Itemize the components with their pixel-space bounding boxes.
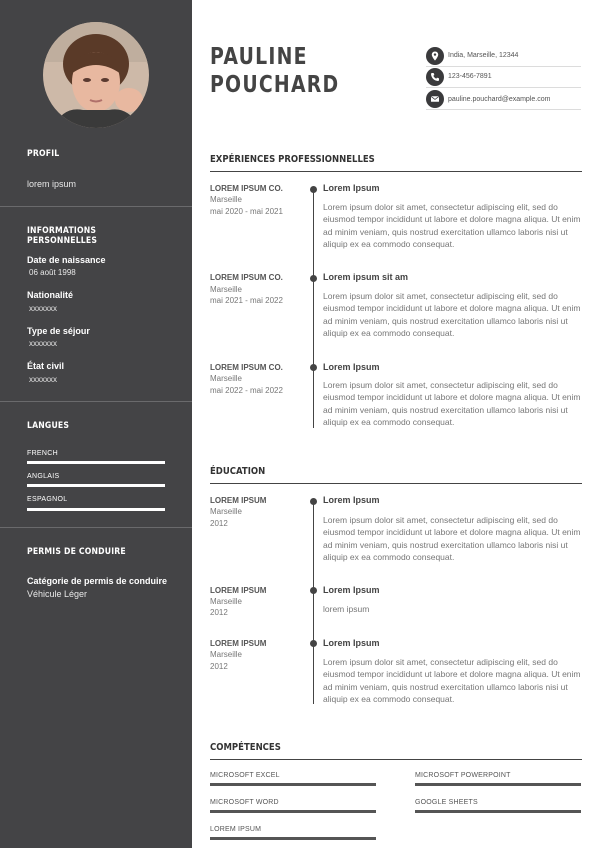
contact-divider <box>426 66 581 67</box>
company-city: Marseille <box>210 374 243 383</box>
timeline-dot <box>310 275 317 282</box>
language-label: ESPAGNOL <box>27 496 68 503</box>
school-city: Marseille <box>210 507 243 516</box>
job-title: Lorem ipsum sit am <box>323 272 409 282</box>
language-label: ANGLAIS <box>27 473 60 480</box>
skill-label: MICROSOFT POWERPOINT <box>415 772 511 779</box>
job-dates: mai 2020 - mai 2021 <box>210 207 283 216</box>
timeline-dot <box>310 640 317 647</box>
language-level-bar <box>27 461 165 464</box>
civil-label: État civil <box>27 361 65 371</box>
job-description: Lorem ipsum dolor sit amet, consectetur adipiscing elit, sed do eiusmod tempor incididunt ut labore et dolore magna aliqua. Ut enim ad minim veniam, quis nostrud exercitation ullamco laboris nisi ut aliquip ex ea commodo consequat. <box>323 380 581 427</box>
job-title: Lorem Ipsum <box>323 362 380 372</box>
school-year: 2012 <box>210 519 228 528</box>
email-icon <box>426 90 444 108</box>
school-year: 2012 <box>210 662 228 671</box>
profil-title: PROFIL <box>27 149 60 159</box>
phone-text: 123-456-7891 <box>448 73 492 80</box>
contact-divider <box>426 87 581 88</box>
education-title: ÉDUCATION <box>210 466 266 477</box>
job-dates: mai 2022 - mai 2022 <box>210 386 283 395</box>
sidebar <box>0 0 192 848</box>
company-name: LOREM IPSUM CO. <box>210 363 283 372</box>
email-text[interactable]: pauline.pouchard@example.com <box>448 96 551 103</box>
job-dates: mai 2021 - mai 2022 <box>210 296 283 305</box>
company-name: LOREM IPSUM CO. <box>210 184 283 193</box>
skill-label: GOOGLE SHEETS <box>415 799 478 806</box>
degree-title: Lorem Ipsum <box>323 495 380 505</box>
profil-text: lorem ipsum <box>27 179 77 189</box>
company-city: Marseille <box>210 285 243 294</box>
first-name: PAULINE <box>210 44 308 70</box>
nationality-value: xxxxxxx <box>29 304 57 313</box>
job-description: Lorem ipsum dolor sit amet, consectetur adipiscing elit, sed do eiusmod tempor incididunt ut labore et dolore magna aliqua. Ut enim ad minim veniam, quis nostrud exercitation ullamco laboris nisi ut aliquip ex ea commodo consequat. <box>323 202 581 249</box>
license-value: Véhicule Léger <box>27 589 88 599</box>
company-name: LOREM IPSUM CO. <box>210 273 283 282</box>
birth-label: Date de naissance <box>27 255 106 265</box>
info-title: INFORMATIONS PERSONNELLES <box>27 226 98 246</box>
skill-level-bar <box>210 810 376 813</box>
languages-title: LANGUES <box>27 421 70 431</box>
divider <box>0 401 192 402</box>
school-city: Marseille <box>210 597 243 606</box>
degree-description: Lorem ipsum dolor sit amet, consectetur adipiscing elit, sed do eiusmod tempor incididunt ut labore et dolore magna aliqua. Ut enim ad minim veniam, quis nostrud exercitation ullamco laboris nisi ut aliquip ex ea commodo consequat. <box>323 515 581 562</box>
section-divider <box>210 483 582 484</box>
profile-photo <box>43 22 149 128</box>
residence-label: Type de séjour <box>27 326 90 336</box>
job-title: Lorem Ipsum <box>323 183 380 193</box>
job-description: Lorem ipsum dolor sit amet, consectetur adipiscing elit, sed do eiusmod tempor incididunt ut labore et dolore magna aliqua. Ut enim ad minim veniam, quis nostrud exercitation ullamco laboris nisi ut aliquip ex ea commodo consequat. <box>323 291 581 338</box>
school-city: Marseille <box>210 650 243 659</box>
skill-level-bar <box>415 810 581 813</box>
divider <box>0 527 192 528</box>
section-divider <box>210 171 582 172</box>
timeline-dot <box>310 587 317 594</box>
language-level-bar <box>27 508 165 511</box>
residence-value: xxxxxxx <box>29 339 57 348</box>
license-title: PERMIS DE CONDUIRE <box>27 547 126 557</box>
timeline-line <box>313 499 314 704</box>
skill-level-bar <box>210 837 376 840</box>
last-name: POUCHARD <box>210 72 340 98</box>
school-name: LOREM IPSUM <box>210 639 267 648</box>
timeline-line <box>313 187 314 428</box>
address-text: India, Marseille, 12344 <box>448 52 519 59</box>
birth-value: 06 août 1998 <box>29 268 76 277</box>
nationality-label: Nationalité <box>27 290 74 300</box>
divider <box>0 206 192 207</box>
degree-title: Lorem Ipsum <box>323 585 380 595</box>
language-level-bar <box>27 484 165 487</box>
language-label: FRENCH <box>27 450 58 457</box>
timeline-dot <box>310 498 317 505</box>
timeline-dot <box>310 186 317 193</box>
skill-label: MICROSOFT EXCEL <box>210 772 280 779</box>
school-name: LOREM IPSUM <box>210 496 267 505</box>
school-year: 2012 <box>210 608 228 617</box>
degree-title: Lorem Ipsum <box>323 638 380 648</box>
contact-divider <box>426 109 581 110</box>
phone-icon <box>426 68 444 86</box>
experience-title: EXPÉRIENCES PROFESSIONNELLES <box>210 154 375 165</box>
school-name: LOREM IPSUM <box>210 586 267 595</box>
section-divider <box>210 759 582 760</box>
company-city: Marseille <box>210 195 243 204</box>
degree-description: Lorem ipsum dolor sit amet, consectetur adipiscing elit, sed do eiusmod tempor incididunt ut labore et dolore magna aliqua. Ut enim ad minim veniam, quis nostrud exercitation ullamco laboris nisi ut aliquip ex ea commodo consequat. <box>323 657 581 704</box>
skills-title: COMPÉTENCES <box>210 742 281 753</box>
skill-level-bar <box>415 783 581 786</box>
skill-label: LOREM IPSUM <box>210 826 262 833</box>
skill-label: MICROSOFT WORD <box>210 799 279 806</box>
license-label: Catégorie de permis de conduire <box>27 576 168 586</box>
skill-level-bar <box>210 783 376 786</box>
civil-value: xxxxxxx <box>29 375 57 384</box>
timeline-dot <box>310 364 317 371</box>
location-pin-icon <box>426 47 444 65</box>
degree-description: lorem ipsum <box>323 604 370 614</box>
